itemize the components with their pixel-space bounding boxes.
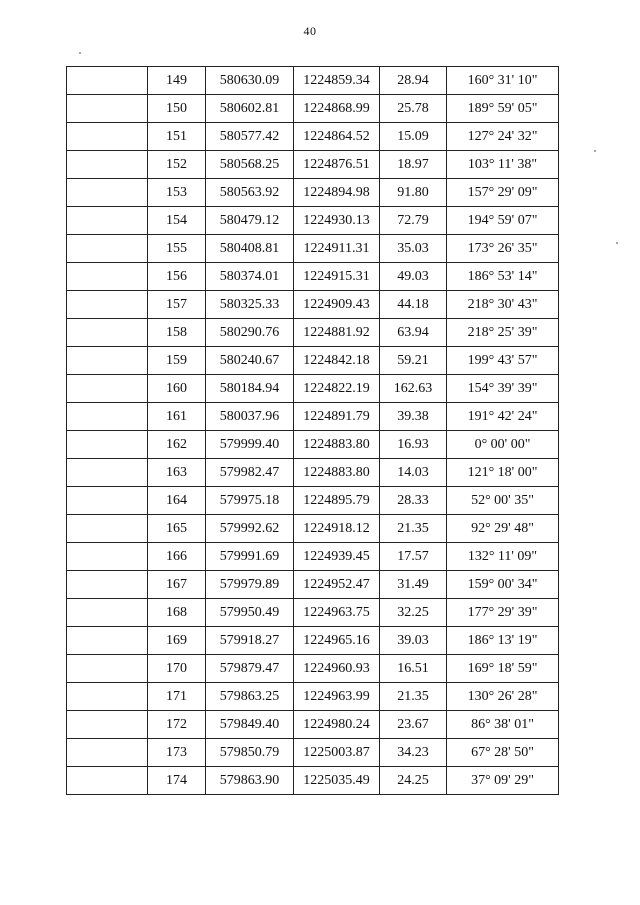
direction-angle-cell: 177° 29' 39": [447, 599, 559, 627]
empty-cell: [67, 319, 148, 347]
table-row: [67, 599, 559, 627]
empty-cell: [67, 683, 148, 711]
direction-angle-cell: 154° 39' 39": [447, 375, 559, 403]
y-coordinate-cell: 1224960.93: [294, 655, 380, 683]
empty-cell: [67, 515, 148, 543]
direction-angle-cell: 186° 53' 14": [447, 263, 559, 291]
point-number-cell: 156: [148, 263, 206, 291]
y-coordinate-cell: 1224883.80: [294, 431, 380, 459]
length-cell: 63.94: [380, 319, 447, 347]
length-cell: 49.03: [380, 263, 447, 291]
empty-cell: [67, 375, 148, 403]
length-cell: 72.79: [380, 207, 447, 235]
direction-angle-cell: 0° 00' 00": [447, 431, 559, 459]
direction-angle-cell: 52° 00' 35": [447, 487, 559, 515]
direction-angle-cell: 199° 43' 57": [447, 347, 559, 375]
table-row: [67, 67, 559, 95]
direction-angle-cell: 173° 26' 35": [447, 235, 559, 263]
point-number-cell: 167: [148, 571, 206, 599]
empty-cell: [67, 263, 148, 291]
empty-cell: [67, 767, 148, 795]
table-row: [67, 739, 559, 767]
scan-speck: [594, 150, 596, 152]
empty-cell: [67, 543, 148, 571]
y-coordinate-cell: 1224918.12: [294, 515, 380, 543]
length-cell: 25.78: [380, 95, 447, 123]
y-coordinate-cell: 1224980.24: [294, 711, 380, 739]
y-coordinate-cell: 1224952.47: [294, 571, 380, 599]
length-cell: 15.09: [380, 123, 447, 151]
x-coordinate-cell: 580630.09: [206, 67, 294, 95]
x-coordinate-cell: 580290.76: [206, 319, 294, 347]
point-number-cell: 164: [148, 487, 206, 515]
length-cell: 24.25: [380, 767, 447, 795]
point-number-cell: 159: [148, 347, 206, 375]
point-number-cell: 168: [148, 599, 206, 627]
point-number-cell: 149: [148, 67, 206, 95]
page-number: 40: [303, 24, 317, 38]
x-coordinate-cell: 579991.69: [206, 543, 294, 571]
y-coordinate-cell: 1224915.31: [294, 263, 380, 291]
table-row: [67, 375, 559, 403]
x-coordinate-cell: 579863.90: [206, 767, 294, 795]
y-coordinate-cell: 1224859.34: [294, 67, 380, 95]
point-number-cell: 163: [148, 459, 206, 487]
x-coordinate-cell: 580479.12: [206, 207, 294, 235]
x-coordinate-cell: 579863.25: [206, 683, 294, 711]
direction-angle-cell: 132° 11' 09": [447, 543, 559, 571]
y-coordinate-cell: 1224930.13: [294, 207, 380, 235]
direction-angle-cell: 92° 29' 48": [447, 515, 559, 543]
table-row: [67, 431, 559, 459]
empty-cell: [67, 571, 148, 599]
direction-angle-cell: 159° 00' 34": [447, 571, 559, 599]
length-cell: 16.93: [380, 431, 447, 459]
empty-cell: [67, 487, 148, 515]
length-cell: 31.49: [380, 571, 447, 599]
length-cell: 21.35: [380, 683, 447, 711]
length-cell: 162.63: [380, 375, 447, 403]
y-coordinate-cell: 1224842.18: [294, 347, 380, 375]
table-row: [67, 487, 559, 515]
x-coordinate-cell: 580408.81: [206, 235, 294, 263]
y-coordinate-cell: 1224891.79: [294, 403, 380, 431]
length-cell: 91.80: [380, 179, 447, 207]
y-coordinate-cell: 1224963.75: [294, 599, 380, 627]
length-cell: 28.33: [380, 487, 447, 515]
direction-angle-cell: 103° 11' 38": [447, 151, 559, 179]
y-coordinate-cell: 1224895.79: [294, 487, 380, 515]
point-number-cell: 161: [148, 403, 206, 431]
point-number-cell: 162: [148, 431, 206, 459]
point-number-cell: 154: [148, 207, 206, 235]
direction-angle-cell: 130° 26' 28": [447, 683, 559, 711]
table-row: [67, 291, 559, 319]
empty-cell: [67, 711, 148, 739]
y-coordinate-cell: 1224939.45: [294, 543, 380, 571]
length-cell: 39.38: [380, 403, 447, 431]
y-coordinate-cell: 1224909.43: [294, 291, 380, 319]
y-coordinate-cell: 1224868.99: [294, 95, 380, 123]
length-cell: 34.23: [380, 739, 447, 767]
x-coordinate-cell: 579999.40: [206, 431, 294, 459]
length-cell: 21.35: [380, 515, 447, 543]
table-row: [67, 179, 559, 207]
table-row: [67, 655, 559, 683]
table-row: [67, 683, 559, 711]
empty-cell: [67, 67, 148, 95]
direction-angle-cell: 67° 28' 50": [447, 739, 559, 767]
empty-cell: [67, 459, 148, 487]
direction-angle-cell: 218° 25' 39": [447, 319, 559, 347]
point-number-cell: 155: [148, 235, 206, 263]
empty-cell: [67, 347, 148, 375]
point-number-cell: 173: [148, 739, 206, 767]
x-coordinate-cell: 579950.49: [206, 599, 294, 627]
direction-angle-cell: 186° 13' 19": [447, 627, 559, 655]
table-row: [67, 543, 559, 571]
coordinates-table: [66, 66, 559, 795]
point-number-cell: 172: [148, 711, 206, 739]
point-number-cell: 170: [148, 655, 206, 683]
coordinates-table-body: [67, 67, 559, 795]
y-coordinate-cell: 1224894.98: [294, 179, 380, 207]
direction-angle-cell: 189° 59' 05": [447, 95, 559, 123]
direction-angle-cell: 121° 18' 00": [447, 459, 559, 487]
point-number-cell: 153: [148, 179, 206, 207]
direction-angle-cell: 86° 38' 01": [447, 711, 559, 739]
x-coordinate-cell: 579982.47: [206, 459, 294, 487]
length-cell: 28.94: [380, 67, 447, 95]
y-coordinate-cell: 1224911.31: [294, 235, 380, 263]
x-coordinate-cell: 579992.62: [206, 515, 294, 543]
length-cell: 39.03: [380, 627, 447, 655]
table-row: [67, 263, 559, 291]
table-row: [67, 711, 559, 739]
direction-angle-cell: 37° 09' 29": [447, 767, 559, 795]
x-coordinate-cell: 579918.27: [206, 627, 294, 655]
y-coordinate-cell: 1224876.51: [294, 151, 380, 179]
y-coordinate-cell: 1224963.99: [294, 683, 380, 711]
point-number-cell: 152: [148, 151, 206, 179]
empty-cell: [67, 627, 148, 655]
x-coordinate-cell: 579879.47: [206, 655, 294, 683]
scan-speck: [616, 242, 618, 244]
empty-cell: [67, 179, 148, 207]
x-coordinate-cell: 580184.94: [206, 375, 294, 403]
length-cell: 59.21: [380, 347, 447, 375]
table-row: [67, 347, 559, 375]
y-coordinate-cell: 1224864.52: [294, 123, 380, 151]
y-coordinate-cell: 1224965.16: [294, 627, 380, 655]
y-coordinate-cell: 1224881.92: [294, 319, 380, 347]
empty-cell: [67, 599, 148, 627]
direction-angle-cell: 127° 24' 32": [447, 123, 559, 151]
table-row: [67, 235, 559, 263]
x-coordinate-cell: 579850.79: [206, 739, 294, 767]
table-row: [67, 207, 559, 235]
x-coordinate-cell: 580577.42: [206, 123, 294, 151]
length-cell: 23.67: [380, 711, 447, 739]
table-row: [67, 627, 559, 655]
table-row: [67, 123, 559, 151]
point-number-cell: 169: [148, 627, 206, 655]
empty-cell: [67, 95, 148, 123]
y-coordinate-cell: 1225003.87: [294, 739, 380, 767]
length-cell: 14.03: [380, 459, 447, 487]
x-coordinate-cell: 580374.01: [206, 263, 294, 291]
point-number-cell: 171: [148, 683, 206, 711]
point-number-cell: 174: [148, 767, 206, 795]
direction-angle-cell: 194° 59' 07": [447, 207, 559, 235]
direction-angle-cell: 160° 31' 10": [447, 67, 559, 95]
empty-cell: [67, 431, 148, 459]
x-coordinate-cell: 580568.25: [206, 151, 294, 179]
table-row: [67, 403, 559, 431]
length-cell: 16.51: [380, 655, 447, 683]
empty-cell: [67, 151, 148, 179]
empty-cell: [67, 403, 148, 431]
length-cell: 35.03: [380, 235, 447, 263]
y-coordinate-cell: 1224822.19: [294, 375, 380, 403]
point-number-cell: 150: [148, 95, 206, 123]
x-coordinate-cell: 579975.18: [206, 487, 294, 515]
x-coordinate-cell: 580563.92: [206, 179, 294, 207]
table-row: [67, 571, 559, 599]
length-cell: 44.18: [380, 291, 447, 319]
scan-speck: [79, 52, 81, 54]
table-row: [67, 515, 559, 543]
x-coordinate-cell: 579979.89: [206, 571, 294, 599]
empty-cell: [67, 291, 148, 319]
point-number-cell: 158: [148, 319, 206, 347]
x-coordinate-cell: 580602.81: [206, 95, 294, 123]
empty-cell: [67, 655, 148, 683]
x-coordinate-cell: 580240.67: [206, 347, 294, 375]
length-cell: 18.97: [380, 151, 447, 179]
x-coordinate-cell: 580037.96: [206, 403, 294, 431]
y-coordinate-cell: 1224883.80: [294, 459, 380, 487]
empty-cell: [67, 739, 148, 767]
length-cell: 32.25: [380, 599, 447, 627]
point-number-cell: 151: [148, 123, 206, 151]
length-cell: 17.57: [380, 543, 447, 571]
direction-angle-cell: 218° 30' 43": [447, 291, 559, 319]
direction-angle-cell: 191° 42' 24": [447, 403, 559, 431]
empty-cell: [67, 123, 148, 151]
table-row: [67, 95, 559, 123]
table-row: [67, 151, 559, 179]
y-coordinate-cell: 1225035.49: [294, 767, 380, 795]
x-coordinate-cell: 579849.40: [206, 711, 294, 739]
point-number-cell: 165: [148, 515, 206, 543]
x-coordinate-cell: 580325.33: [206, 291, 294, 319]
table-row: [67, 767, 559, 795]
table-row: [67, 319, 559, 347]
point-number-cell: 160: [148, 375, 206, 403]
empty-cell: [67, 207, 148, 235]
table-row: [67, 459, 559, 487]
empty-cell: [67, 235, 148, 263]
direction-angle-cell: 169° 18' 59": [447, 655, 559, 683]
point-number-cell: 157: [148, 291, 206, 319]
direction-angle-cell: 157° 29' 09": [447, 179, 559, 207]
point-number-cell: 166: [148, 543, 206, 571]
